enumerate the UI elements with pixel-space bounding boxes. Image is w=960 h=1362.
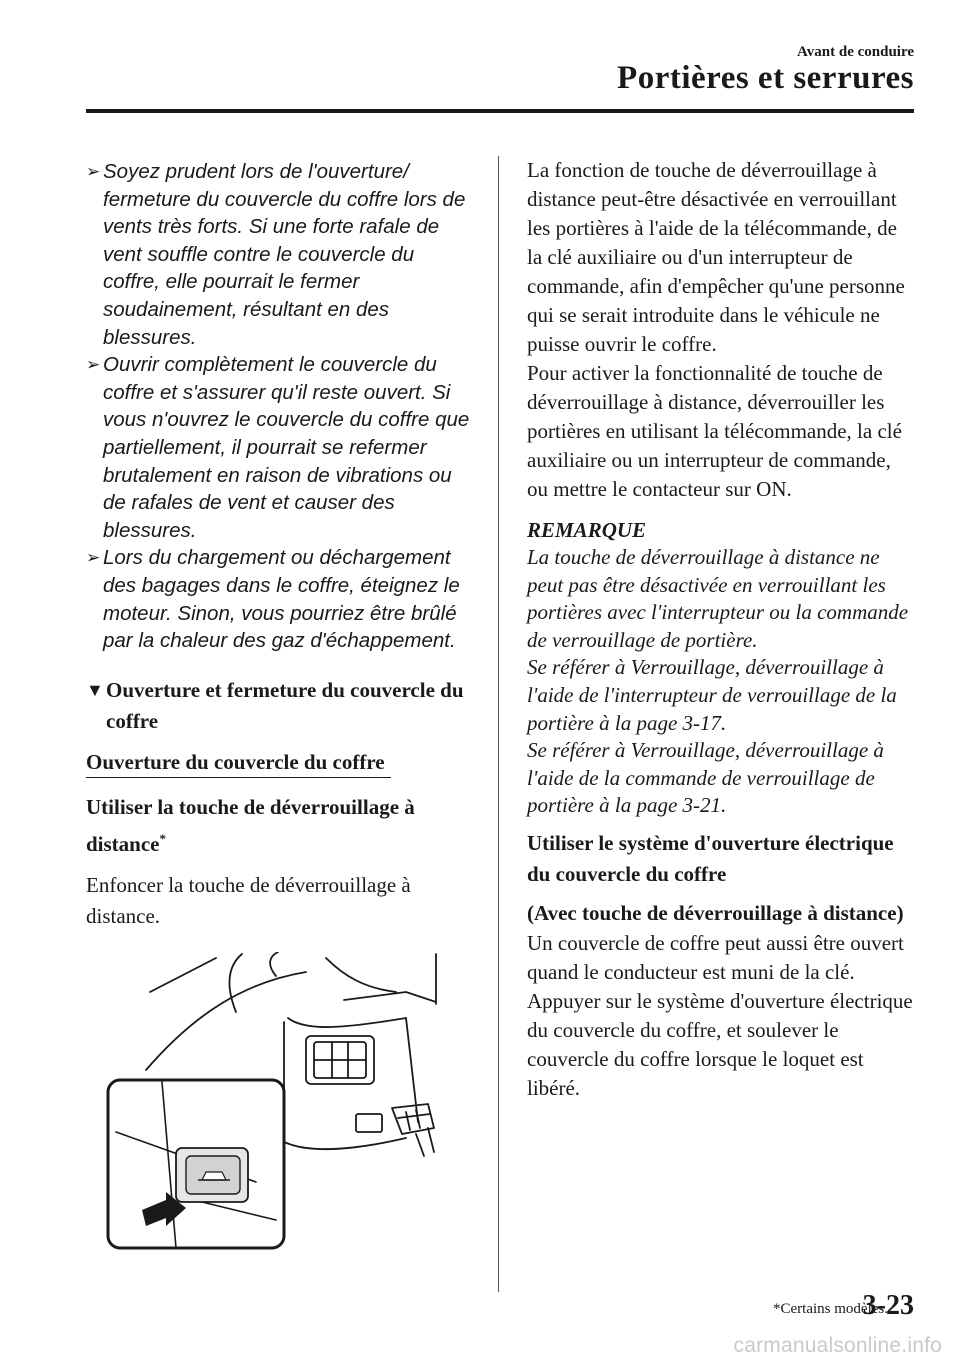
arrow-bullet-icon: ➢	[86, 162, 101, 181]
method-title: Utiliser la touche de déverrouillage à distance*	[86, 794, 415, 856]
asterisk-mark: *	[159, 830, 166, 846]
warning-item: ➢ Lors du chargement ou déchargement des bagages dans le coffre, éteignez le moteur. Sinon, vous pourriez être brûlé par la chaleur des gaz d'échappement.	[86, 546, 460, 653]
body-paragraph: La fonction de touche de déverrouillage à distance peut-être désactivée en verrouillant les portières à l'aide de la télécommande, de la clé auxiliaire ou d'un interrupteur de commande, afin d'empêcher qu'une personne qui se serait introduite dans le véhicule ne puisse ouvrir le coffre.	[527, 158, 905, 356]
page-title: Portières et serrures	[617, 60, 914, 96]
warning-item: ➢ Soyez prudent lors de l'ouverture/ fermeture du couvercle du coffre lors de vents très forts. Si une forte rafale de vent souffle contre le couvercle du coffre, elle pourrait le fermer soudainement, résultant en des blessures.	[86, 160, 466, 349]
warning-list	[86, 158, 472, 655]
note-text: Se référer à Verrouillage, déverrouillage à l'aide de l'interrupteur de verrouillage de la portière à la page 3-17.	[527, 655, 897, 735]
triangle-down-icon: ▼	[86, 679, 104, 700]
left-column	[86, 158, 472, 1257]
body-paragraph: Appuyer sur le système d'ouverture électrique du couvercle du coffre, et soulever le couvercle du coffre lorsque le loquet est libéré.	[527, 988, 913, 1100]
header-section-label: Avant de conduire	[797, 44, 914, 60]
method-subtitle: (Avec touche de déverrouillage à distance)	[527, 900, 904, 925]
method-title: Utiliser le système d'ouverture électrique du couvercle du coffre	[527, 830, 894, 886]
right-column	[527, 156, 917, 1103]
warning-item: ➢ Ouvrir complètement le couvercle du coffre et s'assurer qu'il reste ouvert. Si vous n'ouvrez le couvercle du coffre que partiellement, il pourrait se refermer brutalement en raison de vibrations ou de rafales de vent et causer des blessures.	[86, 353, 470, 542]
note-text: Se référer à Verrouillage, déverrouillage à l'aide de la commande de verrouillage de portière à la page 3-21.	[527, 738, 884, 818]
arrow-bullet-icon: ➢	[86, 548, 101, 568]
page-number: 3-23	[862, 1290, 914, 1321]
arrow-bullet-icon: ➢	[86, 355, 101, 375]
column-divider	[498, 156, 499, 1292]
footnote: *Certains modèles.	[773, 1301, 888, 1317]
section-heading: ▼ Ouverture et fermeture du couvercle du coffre	[86, 675, 472, 737]
subsection-heading: Ouverture du couvercle du coffre	[86, 748, 391, 778]
body-paragraph: Pour activer la fonctionnalité de touche de déverrouillage à distance, déverrouiller les portières en utilisant la télécommande, la clé auxiliaire ou un interrupteur de commande, ou mettre le contacteur sur ON.	[527, 361, 902, 501]
body-paragraph: Un couvercle de coffre peut aussi être ouvert quand le conducteur est muni de la clé.	[527, 930, 904, 984]
header-divider	[86, 109, 914, 113]
watermark: carmanualsonline.info	[733, 1334, 942, 1357]
note-text: La touche de déverrouillage à distance ne peut pas être désactivée en verrouillant les portières avec l'interrupteur ou la commande de verrouillage de portière.	[527, 545, 909, 652]
note-label: REMARQUE	[527, 518, 647, 542]
method-text: Enfoncer la touche de déverrouillage à distance.	[86, 872, 411, 928]
remote-unlock-button-illustration	[106, 952, 458, 1252]
